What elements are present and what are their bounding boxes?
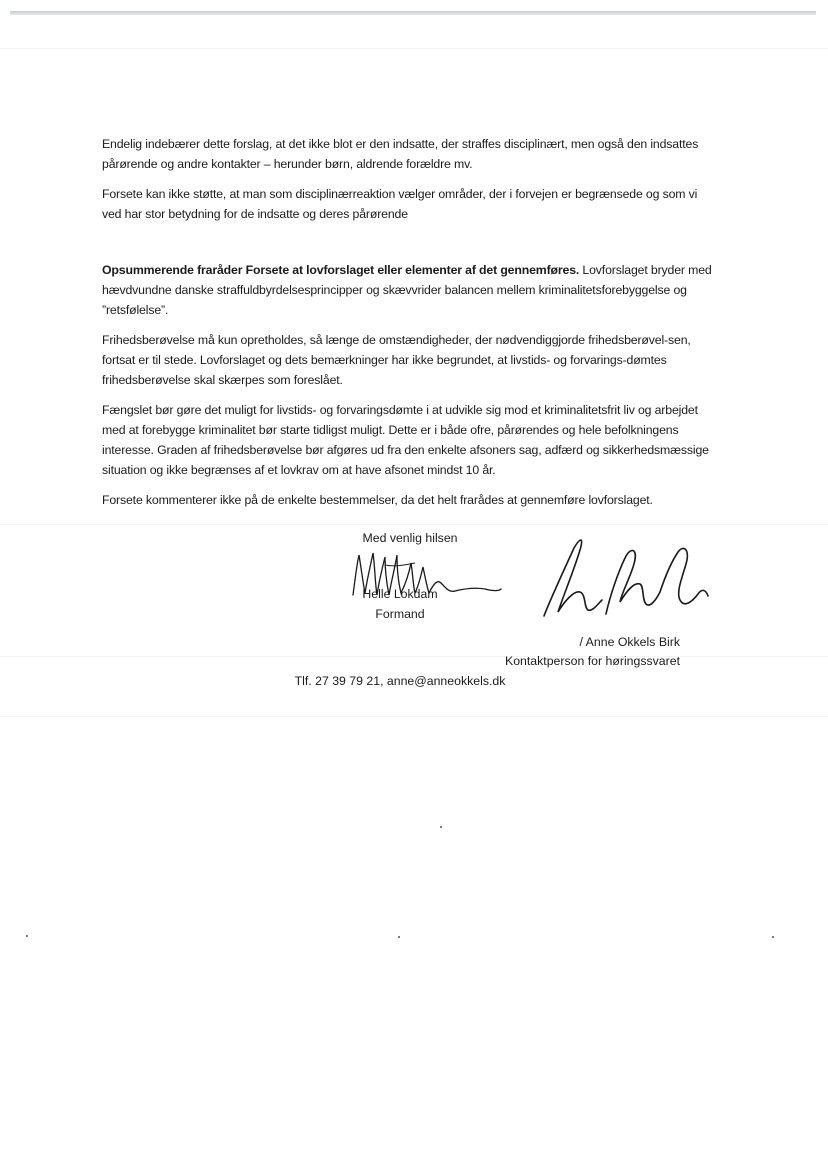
- scan-artifact: [0, 48, 828, 49]
- paragraph: Fængslet bør gøre det muligt for livstids- og forvaringsdømte i at udvikle sig mod et kriminalitetsfrit liv og arbejdet med at forebygge kriminalitet bør starte tidligst muligt. Dette er i både ofre, pårørendes og hele befolkningens interesse. Graden af frihedsberøvelse bør afgøres ud fra den enkelte afsoners sag, adfærd og sikkerhedsmæssige situation og ikke begrænses af et lovkrav om at have afsonet mindst 10 år.: [102, 403, 709, 477]
- scan-speck: [26, 935, 28, 937]
- scan-artifact: [0, 716, 828, 717]
- scan-speck: [772, 936, 774, 938]
- contact-info: Tlf. 27 39 79 21, anne@anneokkels.dk: [294, 674, 506, 688]
- paragraph: Forsete kommenterer ikke på de enkelte bestemmelser, da det helt frarådes at gennemføre lovforslaget.: [102, 493, 653, 507]
- paragraph: Endelig indebærer dette forslag, at det ikke blot er den indsatte, der straffes disciplinært, men også den indsattes pårørende og andre kontakter – herunder børn, aldrende forældre mv.: [102, 137, 699, 171]
- contact-name: / Anne Okkels Birk: [579, 635, 680, 649]
- paragraph: Frihedsberøvelse må kun opretholdes, så længe de omstændigheder, der nødvendiggjorde frihedsberøvel-sen, fortsat er til stede. Lovforslaget og dets bemærkninger har ikke begrundet, at livstids- og forvarings-dømtes frihedsberøvelse skal skærpes som foreslået.: [102, 333, 691, 387]
- scan-artifact: [0, 656, 828, 657]
- signatory-name: Helle Lokdam: [362, 587, 438, 601]
- paragraph: Forsete kan ikke støtte, at man som disciplinærreaktion vælger områder, der i forvejen er begrænsede og som vi ved har stor betydning for de indsatte og deres pårørende: [102, 187, 698, 221]
- scan-artifact: [0, 524, 828, 525]
- greeting: Med venlig hilsen: [362, 531, 458, 545]
- signatory-title: Formand: [375, 607, 425, 621]
- scan-speck: [440, 826, 442, 828]
- summary-bold-text: Opsummerende fraråder Forsete at lovforslaget eller elementer af det gennemføres.: [102, 263, 580, 277]
- contact-role: Kontaktperson for høringssvaret: [505, 654, 680, 668]
- summary-text: Lovforslaget bryder med hævdvundne danske straffuldbyrdelsesprincipper og skævvrider balancen mellem kriminalitetsforebyggelse og ”retsfølelse”.: [102, 263, 712, 317]
- letter-body: [102, 134, 712, 510]
- scan-speck: [398, 936, 400, 938]
- summary-paragraph: [102, 260, 712, 320]
- signature-anne: [530, 530, 720, 625]
- scan-edge: [10, 11, 816, 15]
